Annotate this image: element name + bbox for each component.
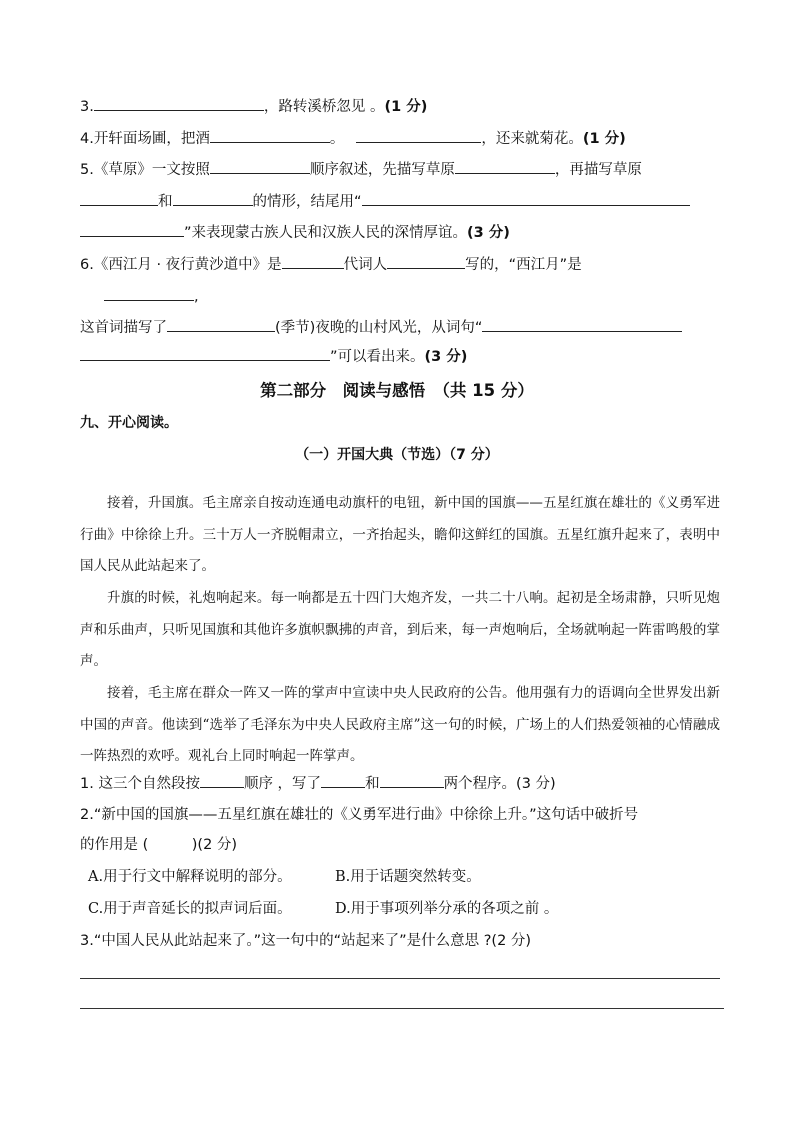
answer-line[interactable] [80,978,720,979]
section-nine-heading: 九、开心阅读。 [80,415,178,431]
question-text: ，路转溪桥忽见 。 [263,99,385,115]
answer-line[interactable] [80,1008,724,1009]
question-text: ”来表现蒙古族人民和汉族人民的深情厚谊。 [184,225,468,241]
part-two-heading: 第二部分 阅读与感悟 （共 15 分） [260,381,534,400]
answer-blank[interactable] [321,772,365,788]
question-number: 3. [80,99,94,115]
question-6-line-4 [80,345,467,368]
question-text: 顺序叙述，先描写草原 [309,162,455,178]
question-6-line-2 [104,285,199,308]
passage-title: （一）开国大典（节选）（7 分） [295,447,499,463]
question-number: 4. [80,131,94,147]
question-text: 开轩面场圃，把酒 [93,131,210,147]
question-5-line-3 [80,221,510,244]
reading-question-2-line-1: 2.“新中国的国旗——五星红旗在雄壮的《义勇军进行曲》中徐徐上升。”这句话中破折号 [80,807,639,823]
reading-question-1 [80,772,556,795]
score-label: (1 分) [582,131,626,147]
question-text: 6.《西江月 · 夜行黄沙道中》是 [80,257,282,273]
answer-blank[interactable] [200,772,244,788]
question-text: ，再描写草原 [554,162,642,178]
answer-blank[interactable] [173,190,253,206]
answer-blank[interactable] [104,285,194,301]
answer-blank[interactable] [362,190,690,206]
reading-question-3: 3.“中国人民从此站起来了。”这一句中的“站起来了”是什么意思 ?(2 分) [80,933,532,949]
question-5-line-2 [80,190,690,213]
question-text: 和 [365,776,380,792]
option-d[interactable]: D.用于事项列举分承的各项之前 。 [335,901,559,917]
answer-blank[interactable] [210,127,330,143]
question-text: ”可以看出来。 [330,349,425,365]
question-6-line-1 [80,253,582,276]
option-c[interactable]: C.用于声音延长的拟声词后面。 [88,901,292,917]
question-text: 5.《草原》一文按照 [80,162,210,178]
question-text: 两个程序。(3 分) [443,776,556,792]
question-text: 。 [329,131,345,147]
passage-paragraph-2: 升旗的时候，礼炮响起来。每一响都是五十四门大炮齐发，一共二十八响。起初是全场肃静，只听见炮声和乐曲声，只听见国旗和其他许多旗帜飘拂的声音，到后来，每一声炮响后，全场就响起一阵雷鸣般的掌声。 [80,590,720,669]
question-text: 1. 这三个自然段按 [80,776,200,792]
question-text: 的情形，结尾用“ [252,194,362,210]
option-a[interactable]: A.用于行文中解释说明的部分。 [88,869,292,885]
answer-blank[interactable] [80,221,184,237]
answer-blank[interactable] [94,95,264,111]
question-text: , [194,289,199,305]
question-text: 代词人 [343,257,388,273]
passage-paragraph-3: 接着，毛主席在群众一阵又一阵的掌声中宣读中央人民政府的公告。他用强有力的语调向全世界发出新中国的声音。他读到“选举了毛泽东为中央人民政府主席”这一句的时候，广场上的人们热爱领袖的心情融成一阵热烈的欢呼。观礼台上同时响起一阵掌声。 [80,685,720,764]
score-label: (3 分) [424,349,468,365]
answer-blank[interactable] [282,253,344,269]
question-6-line-3 [80,316,682,339]
answer-blank[interactable] [482,316,682,332]
answer-blank[interactable] [210,158,310,174]
reading-question-2-line-2: 的作用是 ( )(2 分) [80,837,238,853]
answer-blank[interactable] [80,190,158,206]
passage-paragraph-1: 接着，升国旗。毛主席亲自按动连通电动旗杆的电钮，新中国的国旗——五星红旗在雄壮的《义勇军进行曲》中徐徐上升。三十万人一齐脱帽肃立，一齐抬起头，瞻仰这鲜红的国旗。五星红旗升起来了，表明中国人民从此站起来了。 [80,495,720,574]
score-label: (1 分) [384,99,428,115]
question-text: 这首词描写了 [80,320,167,336]
question-text: 写的，“西江月”是 [465,257,582,273]
question-5-line-1 [80,158,642,181]
answer-blank[interactable] [387,253,465,269]
answer-blank[interactable] [356,127,481,143]
question-text: 顺序 ，写了 [243,776,322,792]
question-3 [80,95,427,118]
option-b[interactable]: B.用于话题突然转变。 [335,869,481,885]
answer-blank[interactable] [380,772,444,788]
question-text: (季节)夜晚的山村风光，从词句“ [275,320,483,336]
question-text: ，还来就菊花。 [481,131,583,147]
answer-blank[interactable] [455,158,555,174]
question-text: 和 [158,194,173,210]
score-label: (3 分) [467,225,510,241]
answer-blank[interactable] [167,316,275,332]
question-4 [80,127,626,150]
answer-blank[interactable] [80,345,330,361]
